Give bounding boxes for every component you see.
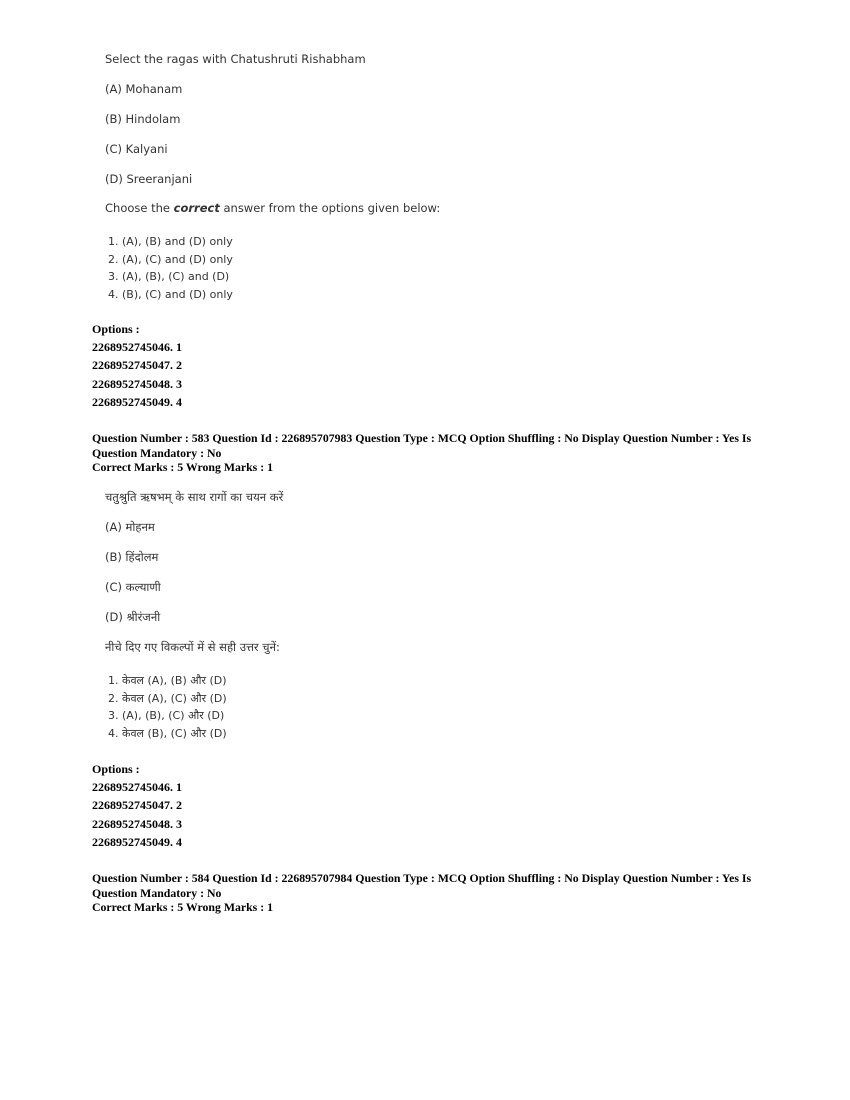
question-header xyxy=(92,431,772,475)
option-id: 2268952745048. 3 xyxy=(92,376,182,391)
option-id: 2268952745049. 4 xyxy=(92,834,182,849)
option-id: 2268952745046. 1 xyxy=(92,340,182,354)
question-prompt-hindi: चतुश्रुति ऋषभम् के साथ रागों का चयन करें xyxy=(105,490,284,504)
option-id: 2268952745046. 1 xyxy=(92,780,182,794)
question-marks: Correct Marks : 5 Wrong Marks : 1 xyxy=(92,900,273,914)
option-a-text: (A) Mohanam xyxy=(105,82,183,96)
option-id: 2268952745047. 2 xyxy=(92,358,182,373)
option-b-text: (B) Hindolam xyxy=(105,112,181,126)
option-id: 2268952745048. 3 xyxy=(92,816,182,831)
answer-choice: 2. केवल (A), (C) और (D) xyxy=(108,691,227,705)
question-prompt: Select the ragas with Chatushruti Rishabham xyxy=(105,52,366,66)
option-c-text-hindi: (C) कल्याणी xyxy=(105,580,161,594)
answer-choice: 4. (B), (C) and (D) only xyxy=(108,287,233,301)
answer-choices-hindi xyxy=(108,672,227,742)
answer-choice: 3. (A), (B), (C) और (D) xyxy=(108,709,225,722)
options-list xyxy=(92,778,182,851)
question-marks: Correct Marks : 5 Wrong Marks : 1 xyxy=(92,460,273,474)
option-id: 2268952745049. 4 xyxy=(92,394,182,409)
answer-choice: 2. (A), (C) and (D) only xyxy=(108,252,233,266)
emphasis-correct: correct xyxy=(173,201,220,215)
choose-instruction-hindi: नीचे दिए गए विकल्पों में से सही उत्तर चुनें: xyxy=(105,640,280,654)
question-meta-line: Question Number : 584 Question Id : 226895707984 Question Type : MCQ Option Shuffling : No Display Question Number : Yes Is xyxy=(92,871,752,885)
answer-choice: 4. केवल (B), (C) और (D) xyxy=(108,726,227,740)
choose-instruction: Choose the correct answer from the options given below: xyxy=(105,201,441,215)
option-d-text: (D) Sreeranjani xyxy=(105,172,193,186)
options-label: Options : xyxy=(92,762,140,776)
options-label: Options : xyxy=(92,322,140,336)
option-c-text: (C) Kalyani xyxy=(105,142,168,156)
option-d-text-hindi: (D) श्रीरंजनी xyxy=(105,610,161,624)
question-meta-line: Question Number : 583 Question Id : 226895707983 Question Type : MCQ Option Shuffling : No Display Question Number : Yes Is xyxy=(92,431,752,445)
question-header xyxy=(92,871,772,915)
option-a-text-hindi: (A) मोहनम xyxy=(105,520,155,534)
question-mandatory: Question Mandatory : No xyxy=(92,445,222,460)
answer-choice: 1. केवल (A), (B) और (D) xyxy=(108,674,227,687)
option-b-text-hindi: (B) हिंदोलम xyxy=(105,550,159,564)
options-list xyxy=(92,338,182,411)
answer-choices xyxy=(108,233,233,303)
answer-choice: 1. (A), (B) and (D) only xyxy=(108,235,233,248)
answer-choice: 3. (A), (B), (C) and (D) xyxy=(108,270,230,283)
question-mandatory: Question Mandatory : No xyxy=(92,885,222,900)
option-id: 2268952745047. 2 xyxy=(92,798,182,813)
